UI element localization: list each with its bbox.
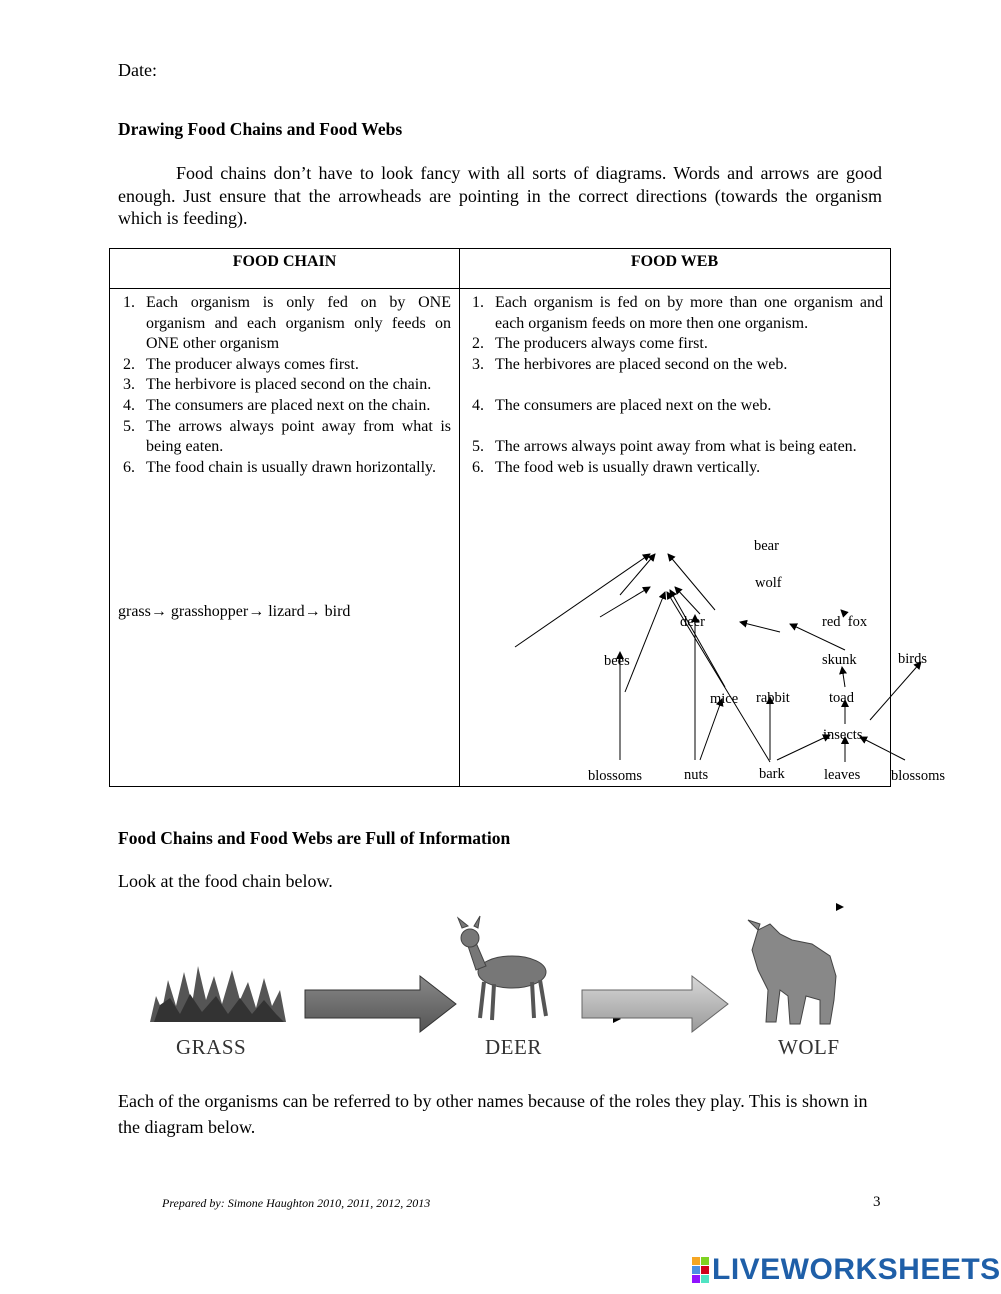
arrow-redfox-bear <box>668 554 715 610</box>
grass-label: GRASS <box>176 1035 247 1059</box>
section-title-drawing: Drawing Food Chains and Food Webs <box>118 119 403 139</box>
arrow-nuts-mice <box>700 699 722 760</box>
food-chain-picture <box>140 910 870 1070</box>
roles-paragraph: Each of the organisms can be referred to by other names because of the roles they play. This is shown in the diagram below. <box>118 1091 868 1137</box>
node-bark: bark <box>759 766 785 782</box>
list-item: 1. Each organism is only fed on by ONE organism and each organism only feeds on ONE other organism <box>123 294 451 353</box>
node-toad: toad <box>829 690 854 706</box>
node-bees: bees <box>604 653 630 669</box>
wolf-label: WOLF <box>778 1035 840 1059</box>
logo-text: LIVEWORKSHEETS <box>712 1253 1001 1286</box>
comparison-table <box>109 248 945 787</box>
liveworksheets-logo[interactable] <box>692 1253 1001 1287</box>
list-item: 6. The food chain is usually drawn horizontally. <box>123 458 436 476</box>
list-item: 6. The food web is usually drawn vertically. <box>472 458 761 476</box>
arrow-birds-redfox <box>740 622 780 632</box>
look-instruction: Look at the food chain below. <box>118 871 333 891</box>
node-insects: insects <box>823 727 863 743</box>
food-chain-example: grass→ grasshopper→ lizard→ bird <box>118 603 351 620</box>
arrow-grass-to-deer <box>305 976 456 1032</box>
arrow-skunk-redfox <box>842 667 845 687</box>
node-blossoms-left: blossoms <box>588 768 642 784</box>
node-rabbit: rabbit <box>756 690 790 706</box>
node-deer: deer <box>680 614 705 630</box>
wolf-image <box>748 920 836 1024</box>
list-item: 3. The herbivores are placed second on the web. <box>472 355 788 373</box>
arrow-blossoms-insects <box>860 737 905 760</box>
logo-icon <box>692 1257 709 1283</box>
food-web-list <box>467 293 883 478</box>
food-web-header: FOOD WEB <box>630 253 719 270</box>
list-item: 1. Each organism is fed on by more than one organism and each organism feeds on more then one organism. <box>472 294 883 332</box>
arrow-rabbit-wolf <box>625 592 665 692</box>
deer-label: DEER <box>485 1035 542 1059</box>
list-item: 3. The herbivore is placed second on the chain. <box>123 376 432 394</box>
food-chain-list <box>118 293 451 478</box>
node-red-fox: red fox <box>822 614 868 630</box>
grass-image <box>150 966 286 1022</box>
node-blossoms-right: blossoms <box>891 768 945 784</box>
arrow-insects-birds <box>870 662 921 720</box>
list-item: 2. The producer always comes first. <box>123 355 359 373</box>
list-item: 2. The producers always come first. <box>472 335 708 353</box>
arrow-wolf-bear <box>620 554 655 595</box>
food-chain-header: FOOD CHAIN <box>232 253 337 270</box>
node-mice: mice <box>710 691 739 707</box>
table-header-divider <box>110 288 890 289</box>
spacer-2 <box>841 610 843 612</box>
node-skunk: skunk <box>822 652 857 668</box>
node-leaves: leaves <box>824 767 861 783</box>
section-title-information: Food Chains and Food Webs are Full of Information <box>118 828 511 848</box>
list-item: 4. The consumers are placed next on the web. <box>472 396 772 414</box>
arrow-bees-bear <box>515 554 650 647</box>
node-bear: bear <box>754 538 779 554</box>
list-item: 5. The arrows always point away from what is being eaten. <box>123 417 451 456</box>
arrow-mice-wolf <box>670 590 725 687</box>
footer-prepared-by: Prepared by: Simone Haughton 2010, 2011, 2012, 2013 <box>162 1196 431 1210</box>
food-web-labels <box>588 538 945 784</box>
date-label: Date: <box>118 60 157 80</box>
node-birds: birds <box>898 651 927 667</box>
deer-image <box>458 916 546 1020</box>
arrow-deer-wolf <box>600 587 650 617</box>
list-item: 4. The consumers are placed next on the chain. <box>123 396 431 414</box>
list-item: 5. The arrows always point away from what is being eaten. <box>472 438 857 456</box>
node-wolf: wolf <box>755 575 782 591</box>
page-number: 3 <box>873 1194 881 1210</box>
arrow-deer-to-wolf <box>582 976 728 1032</box>
arrow-redfox-wolf <box>675 587 700 614</box>
node-nuts: nuts <box>684 767 709 783</box>
intro-paragraph: Food chains don’t have to look fancy with all sorts of diagrams. Words and arrows are good enough. Just ensure that the arrowheads are pointing in the correct directions (towards the organism which is feeding). <box>118 163 882 228</box>
food-web-diagram <box>460 532 945 786</box>
